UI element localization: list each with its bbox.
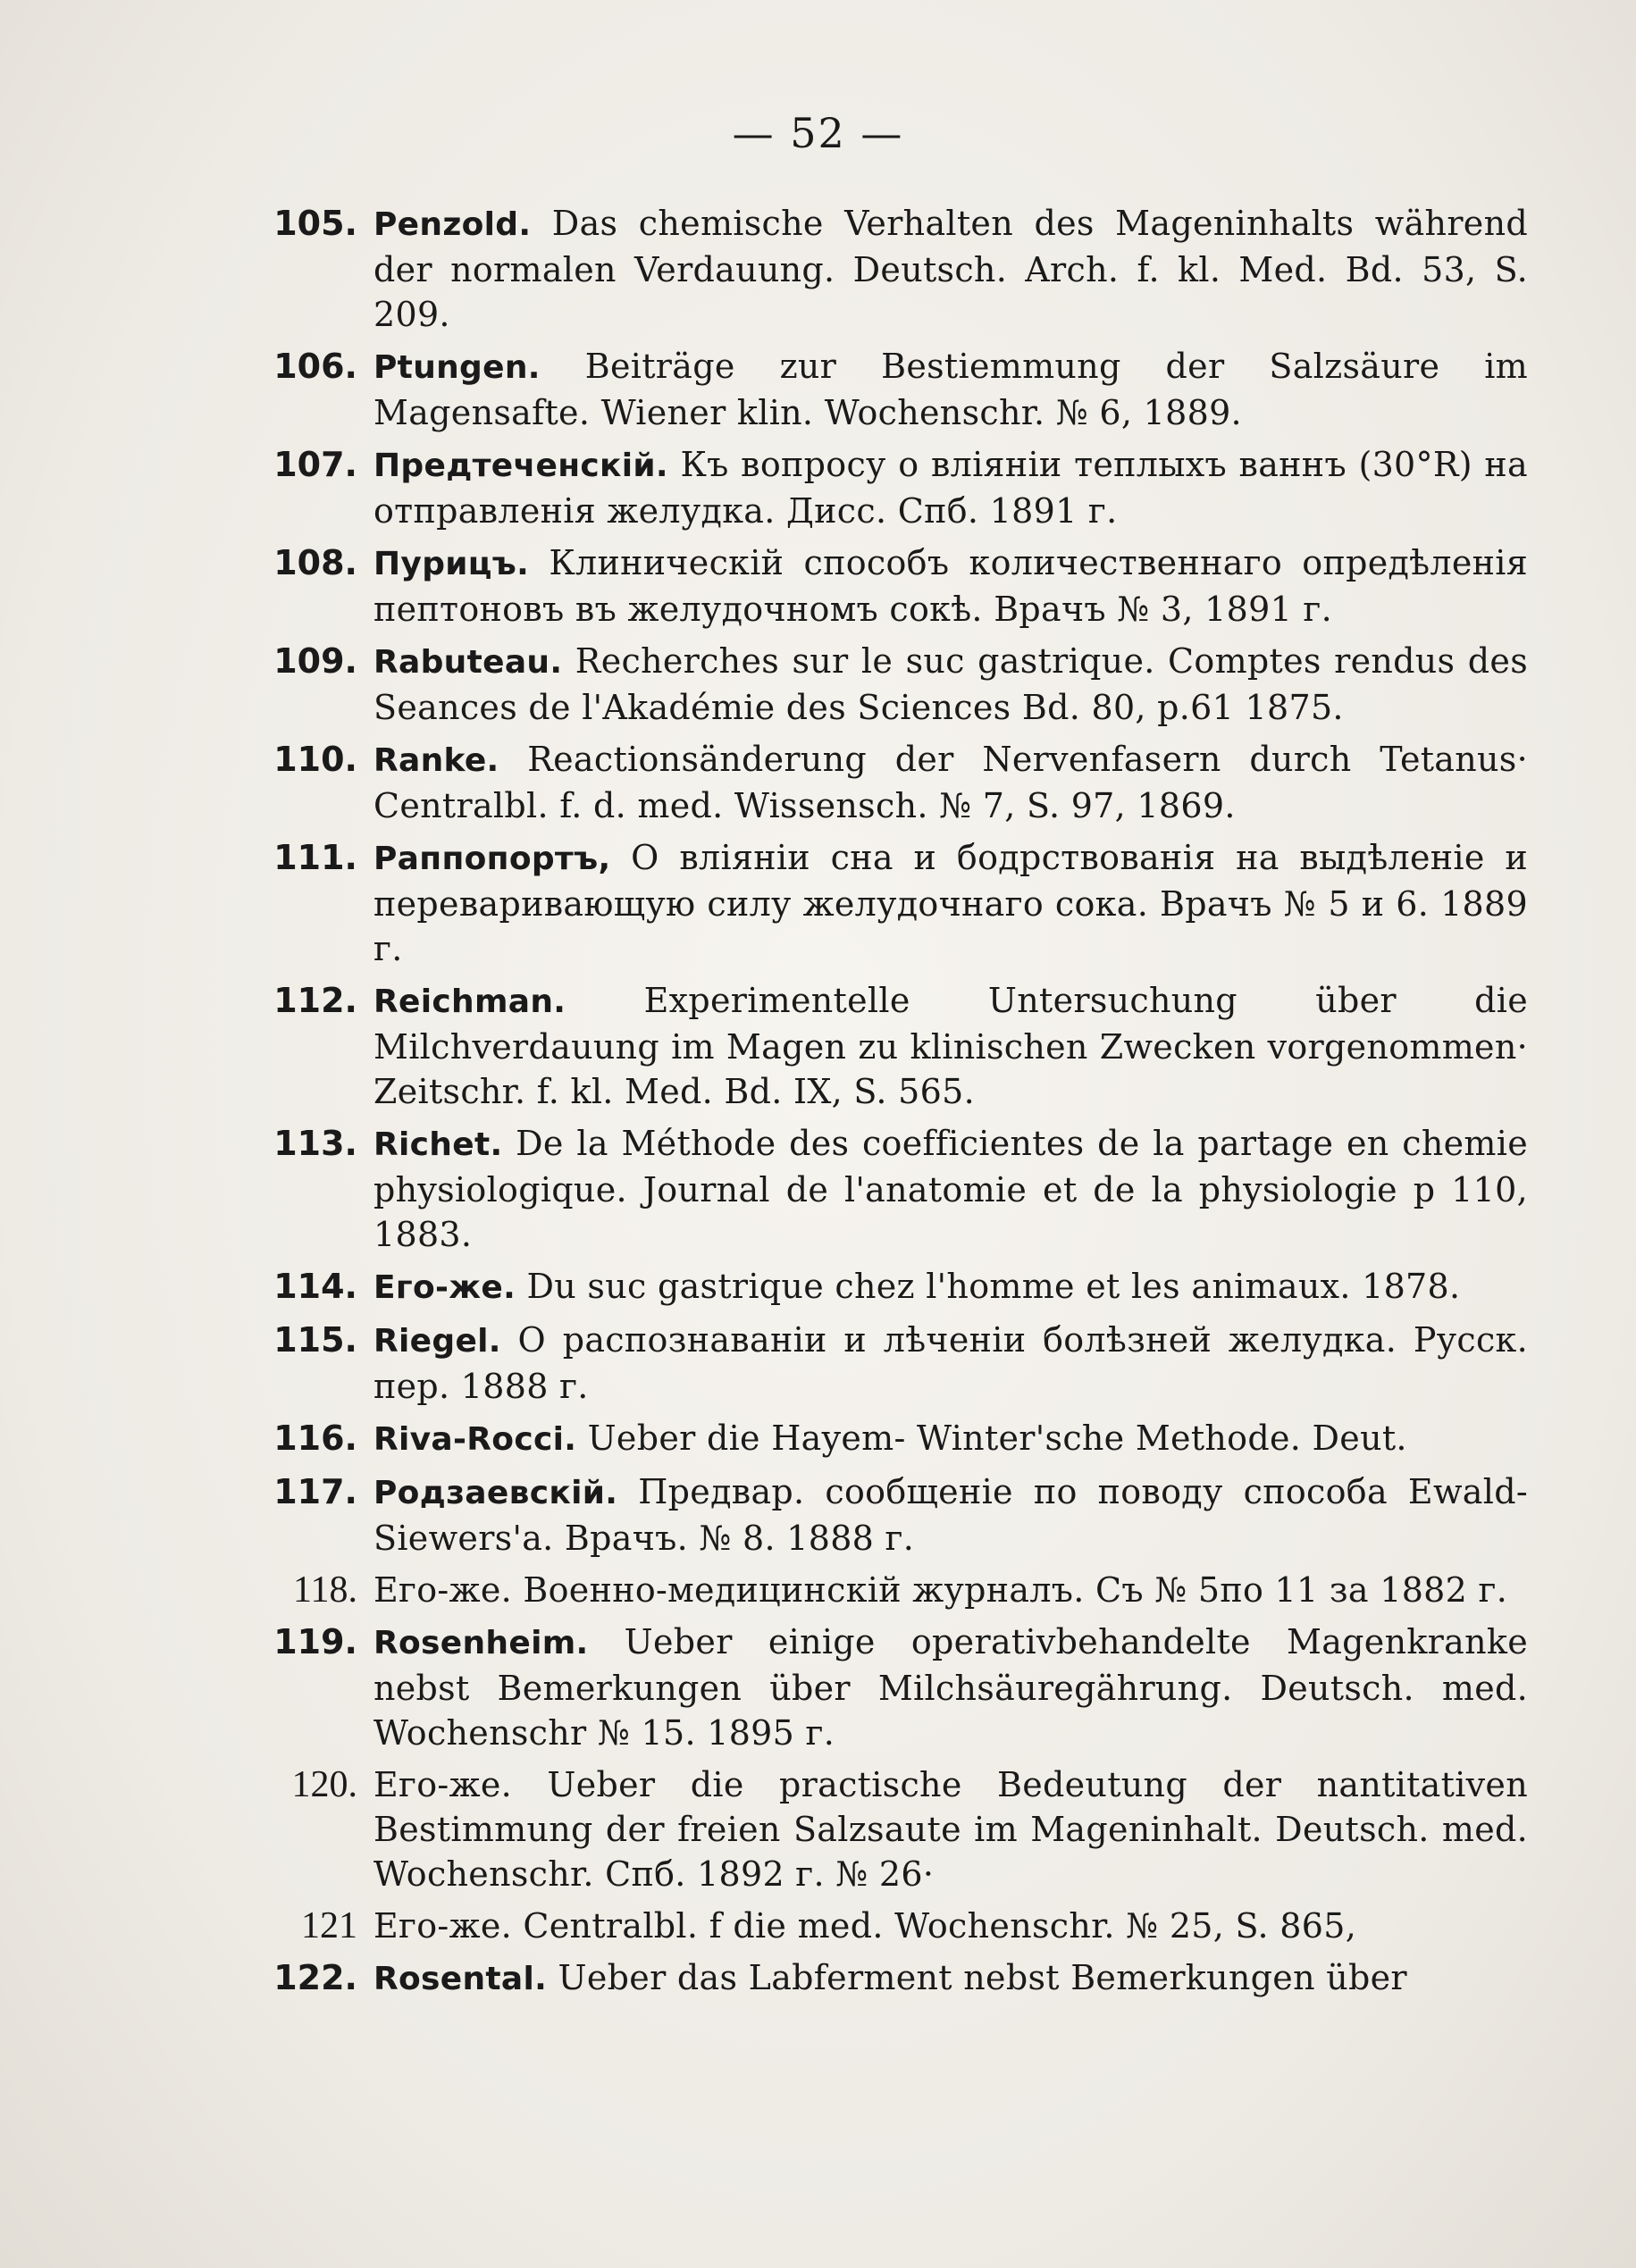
bibliography-list <box>223 201 1528 2009</box>
entry-number: 116. <box>273 1419 357 1458</box>
entry-text <box>373 978 1528 1114</box>
entry-number: 115. <box>273 1320 357 1360</box>
bibliography-entry <box>223 1568 1528 1612</box>
entry-author: Предтеченскій. <box>373 448 668 484</box>
entry-number: 109. <box>273 641 357 681</box>
entry-author: Раппопортъ, <box>373 841 611 877</box>
entry-author: Ptungen. <box>373 349 541 386</box>
entry-author: Ranke. <box>373 742 499 779</box>
entry-author: Его-же. <box>373 1269 516 1306</box>
bibliography-entry <box>223 1264 1528 1310</box>
bibliography-entry <box>223 1469 1528 1561</box>
entry-citation: Ueber die practische Bedeutung der nantitativen Bestimmung der freien Salzsaute im Mageninhalt. Deutsch. med. Wochenschr. Спб. 1892 г. № 26· <box>373 1765 1528 1894</box>
entry-author: Его-же. <box>373 1765 512 1804</box>
entry-citation: Ueber einige operativbehandelte Magenkranke nebst Bemerkungen über Milchsäuregährung. Deutsch. med. Wochenschr № 15. 1895 г. <box>373 1622 1528 1753</box>
entry-citation: Военно-медицинскій журналъ. Съ № 5по 11 за 1882 г. <box>523 1570 1508 1610</box>
entry-author: Riva-Rocci. <box>373 1421 577 1458</box>
entry-text <box>373 442 1528 533</box>
entry-citation: Experimentelle Untersuchung über die Milchverdauung im Magen zu klinischen Zwecken vorgenommen· Zeitschr. f. kl. Med. Bd. IX, S. 565. <box>373 981 1529 1111</box>
page-number: — 52 — <box>732 109 904 157</box>
entry-author: Reichman. <box>373 983 566 1020</box>
entry-text <box>373 1469 1528 1561</box>
entry-text <box>373 1568 1528 1612</box>
entry-author: Penzold. <box>373 206 532 243</box>
entry-text <box>373 1121 1528 1257</box>
bibliography-entry <box>223 540 1528 632</box>
entry-number: 110. <box>273 740 357 779</box>
entry-number: 107. <box>273 445 357 484</box>
entry-text <box>373 201 1528 337</box>
entry-number: 117. <box>273 1472 357 1511</box>
bibliography-entry <box>223 978 1528 1114</box>
bibliography-entry <box>223 639 1528 730</box>
entry-number: 119. <box>273 1622 357 1661</box>
entry-text <box>373 835 1528 971</box>
entry-number: 114. <box>273 1267 357 1306</box>
bibliography-entry <box>223 1904 1528 1948</box>
entry-author: Его-же. <box>373 1570 512 1610</box>
entry-number: 120. <box>291 1764 357 1805</box>
entry-text <box>373 540 1528 632</box>
entry-citation: О вліяніи сна и бодрствованія на выдѣленіе и переваривающую силу желудочнаго сока. Врачъ № 5 и 6. 1889 г. <box>373 838 1528 968</box>
bibliography-entry <box>223 1121 1528 1257</box>
entry-citation: Ueber das Labferment nebst Bemerkungen über <box>558 1958 1407 1997</box>
entry-citation: Das chemische Verhalten des Mageninhalts während der normalen Verdauung. Deutsch. Arch. f. kl. Med. Bd. 53, S. 209. <box>373 204 1528 334</box>
entry-citation: Предвар. сообщеніе по поводу способа Ewald-Siewers'a. Врачъ. № 8. 1888 г. <box>373 1472 1528 1558</box>
entry-text <box>373 344 1528 435</box>
bibliography-entry <box>223 442 1528 533</box>
entry-text <box>373 1318 1528 1409</box>
bibliography-entry <box>223 1318 1528 1409</box>
entry-citation: De la Méthode des coefficientes de la partage en chemie physiologique. Journal de l'anatomie et de la physiologie p 110, 1883. <box>373 1124 1528 1254</box>
entry-citation: Centralbl. f die med. Wochenschr. № 25, S. 865, <box>523 1906 1357 1946</box>
entry-number: 106. <box>273 347 357 386</box>
entry-author: Родзаевскій. <box>373 1475 618 1511</box>
entry-author: Пурицъ. <box>373 546 530 582</box>
entry-author: Rosenheim. <box>373 1625 589 1661</box>
entry-number: 122. <box>273 1958 357 1997</box>
entry-citation: Beiträge zur Bestiemmung der Salzsäure im Magensafte. Wiener klin. Wochenschr. № 6, 1889. <box>373 347 1528 432</box>
bibliography-entry <box>223 201 1528 337</box>
entry-text <box>373 1904 1528 1948</box>
entry-number: 118. <box>293 1569 357 1611</box>
entry-citation: Ueber die Hayem- Winter'sche Methode. Deut. <box>587 1419 1407 1458</box>
entry-citation: Къ вопросу о вліяніи теплыхъ ваннъ (30°R) на отправленія желудка. Дисс. Спб. 1891 г. <box>373 445 1528 531</box>
bibliography-entry <box>223 737 1528 828</box>
bibliography-entry <box>223 1416 1528 1462</box>
bibliography-entry <box>223 344 1528 435</box>
entry-number: 121 <box>301 1905 357 1946</box>
entry-text <box>373 1762 1528 1896</box>
entry-text <box>373 639 1528 730</box>
entry-citation: Reactionsänderung der Nervenfasern durch Tetanus· Centralbl. f. d. med. Wissensch. № 7, S. 97, 1869. <box>373 740 1528 825</box>
entry-citation: Recherches sur le suc gastrique. Comptes rendus des Seances de l'Akadémie des Sciences Bd. 80, p.61 1875. <box>373 641 1528 727</box>
entry-number: 105. <box>273 204 357 243</box>
bibliography-entry <box>223 1762 1528 1896</box>
entry-number: 112. <box>273 981 357 1020</box>
entry-author: Его-же. <box>373 1906 512 1946</box>
entry-citation: Du suc gastrique chez l'homme et les animaux. 1878. <box>526 1267 1461 1306</box>
entry-citation: Клиническій способъ количественнаго опредѣленія пептоновъ въ желудочномъ сокѣ. Врачъ № 3, 1891 г. <box>373 543 1528 629</box>
bibliography-entry <box>223 1619 1528 1755</box>
entry-text <box>373 1619 1528 1755</box>
entry-text <box>373 737 1528 828</box>
entry-author: Rosental. <box>373 1961 548 1997</box>
entry-number: 108. <box>273 543 357 582</box>
entry-text <box>373 1955 1528 2002</box>
entry-text <box>373 1416 1528 1462</box>
entry-text <box>373 1264 1528 1310</box>
bibliography-entry <box>223 835 1528 971</box>
entry-author: Riegel. <box>373 1323 501 1360</box>
entry-author: Richet. <box>373 1126 503 1163</box>
bibliography-entry <box>223 1955 1528 2002</box>
entry-number: 111. <box>273 838 357 877</box>
entry-number: 113. <box>273 1124 357 1163</box>
entry-author: Rabuteau. <box>373 644 563 681</box>
entry-citation: О распознаваніи и лѣченіи болѣзней желудка. Русск. пер. 1888 г. <box>373 1320 1528 1406</box>
